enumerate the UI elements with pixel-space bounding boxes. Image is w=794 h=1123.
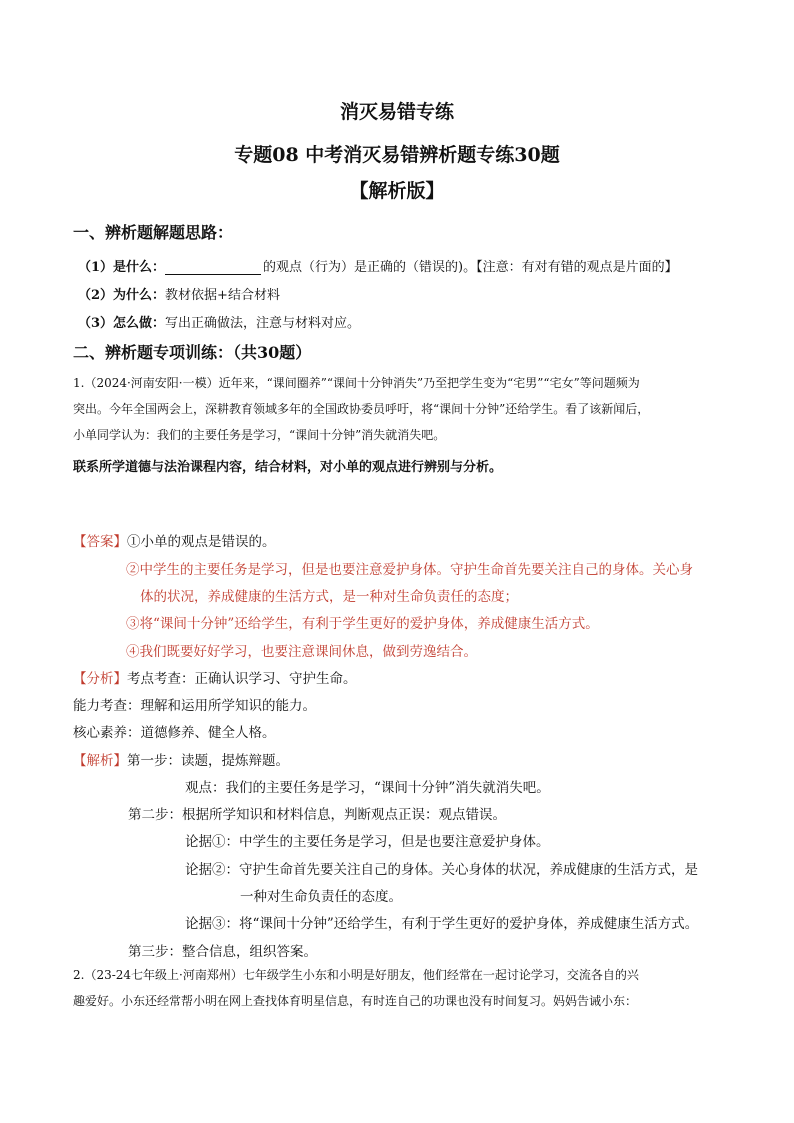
explanation-step: 论据②：守护生命首先要关注自己的身体。关心身体的状况，养成健康的生活方式，是 <box>185 862 698 878</box>
line1-text: 的观点（行为）是正确的（错误的)。【注意：有对有错的观点是片面的】 <box>263 260 678 275</box>
q1-analysis-line <box>73 667 357 687</box>
doc-subtitle: 专题08 中考消灭易错辨析题专练30题 <box>234 144 560 166</box>
answer-tag: 【答案】 <box>73 534 127 550</box>
analysis-item: 能力考查：理解和运用所学知识的能力。 <box>73 698 316 714</box>
explanation-tag: 【解析】 <box>73 753 127 769</box>
explanation-step: 观点：我们的主要任务是学习，“课间十分钟”消失就消失吧。 <box>185 780 550 796</box>
explanation-step: 论据①：中学生的主要任务是学习，但是也要注意爱护身体。 <box>185 834 550 850</box>
line2-text: 教材依据+结合材料 <box>165 288 280 303</box>
line2-label: （2）为什么： <box>78 288 166 303</box>
question-1-text <box>73 370 728 448</box>
q1-answer-line <box>73 530 276 550</box>
section1-line1 <box>78 256 678 275</box>
answer-item: ①小单的观点是错误的。 <box>127 534 276 550</box>
answer-item: ③将“课间十分钟”还给学生，有利于学生更好的爱护身体，养成健康生活方式。 <box>126 616 599 632</box>
line3-text: 写出正确做法，注意与材料对应。 <box>165 316 361 331</box>
explanation-step: 第一步：读题，提炼辩题。 <box>127 753 289 769</box>
answer-item: ②中学生的主要任务是学习，但是也要注意爱护身体。守护生命首先要关注自己的身体。关心身 <box>126 562 693 578</box>
explanation-step: 一种对生命负责任的态度。 <box>240 889 402 905</box>
line1-label: （1）是什么： <box>78 260 166 275</box>
doc-title: 消灭易错专练 <box>339 101 454 123</box>
q1-para-line: 小单同学认为：我们的主要任务是学习，“课间十分钟”消失就消失吧。 <box>73 428 446 442</box>
analysis-item: 核心素养：道德修养、健全人格。 <box>73 725 276 741</box>
line3-label: （3）怎么做： <box>78 316 166 331</box>
q1-para-line: 突出。今年全国两会上，深耕教育领域多年的全国政协委员呼吁，将“课间十分钟”还给学生。看了该新闻后， <box>73 402 650 416</box>
explanation-step: 第三步：整合信息，组织答案。 <box>128 944 317 960</box>
q2-para-line: 2.（23-24七年级上·河南郑州）七年级学生小东和小明是好朋友，他们经常在一起讨论学习，交流各自的兴 <box>73 968 639 982</box>
section1-heading: 一、辨析题解题思路： <box>73 223 234 242</box>
explanation-step: 论据③：将“课间十分钟”还给学生，有利于学生更好的爱护身体，养成健康生活方式。 <box>185 916 699 932</box>
answer-item: 体的状况，养成健康的生活方式，是一种对生命负责任的态度； <box>140 589 518 605</box>
explanation-step: 第二步：根据所学知识和材料信息，判断观点正误：观点错误。 <box>128 807 506 823</box>
section1-line3 <box>78 312 360 331</box>
q1-explanation-line <box>73 749 289 769</box>
analysis-tag: 【分析】 <box>73 671 127 687</box>
fill-blank <box>165 260 261 275</box>
q1-para-line: 1.（2024·河南安阳·一模）近年来，“课间圈养”“课间十分钟消失”乃至把学生变为“宅男”“宅女”等问题频为 <box>73 376 640 390</box>
section2-heading: 二、辨析题专项训练：（共30题） <box>73 343 312 362</box>
analysis-item: 考点考查：正确认识学习、守护生命。 <box>127 671 357 687</box>
section1-line2 <box>78 284 280 303</box>
question-2-text <box>73 962 728 1014</box>
q1-prompt: 联系所学道德与法治课程内容，结合材料，对小单的观点进行辨别与分析。 <box>73 460 503 475</box>
doc-version: 【解析版】 <box>349 180 445 202</box>
q2-para-line: 趣爱好。小东还经常帮小明在网上查找体育明星信息，有时连自己的功课也没有时间复习。妈妈告诫小东： <box>73 994 638 1008</box>
answer-item: ④我们既要好好学习，也要注意课间休息，做到劳逸结合。 <box>126 644 477 660</box>
